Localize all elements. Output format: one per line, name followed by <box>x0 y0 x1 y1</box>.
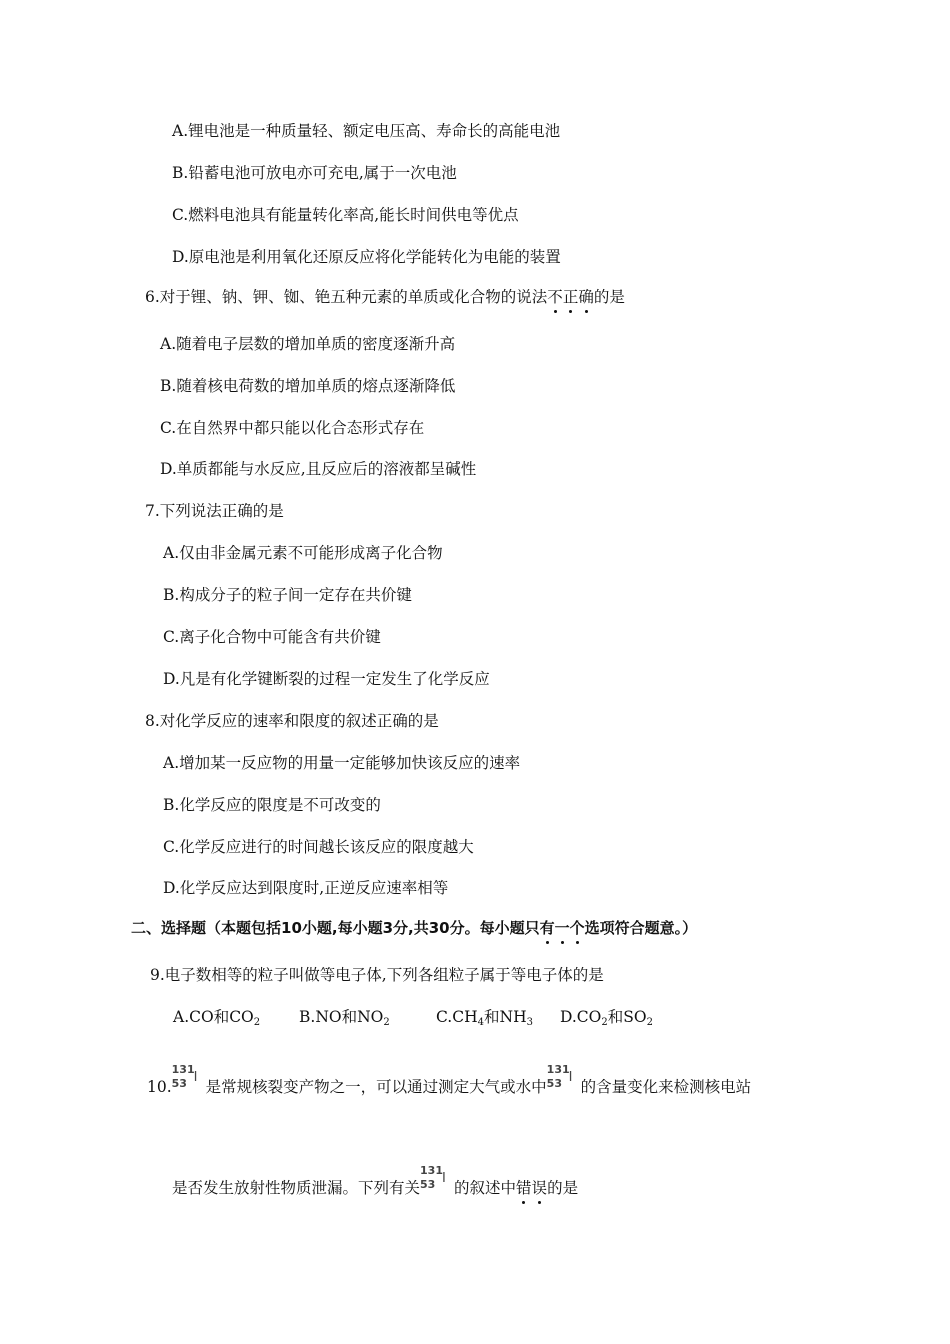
emphasis-char: 确 <box>578 288 594 306</box>
q9-option-b: B.NO和$NO_2$ <box>299 1008 390 1028</box>
emphasis-char: 一 <box>554 919 570 937</box>
iodine-131-notation: 131 53 I <box>171 1063 198 1090</box>
emphasis-char: 错 <box>516 1179 532 1197</box>
q10-stem-line1: 10. 131 53 I 是常规核裂变产物之一，可以通过测定大气或水中 131 53 I 的含量变化来检测核电站 <box>147 1066 751 1100</box>
q9-stem: 9.电子数相等的粒子叫做等电子体,下列各组粒子属于等电子体的是 <box>150 966 604 984</box>
emphasis-char: 个 <box>569 919 585 937</box>
q8-option-b: B.化学反应的限度是不可改变的 <box>163 796 381 814</box>
q6-option-d: D.单质都能与水反应,且反应后的溶液都呈碱性 <box>160 460 477 478</box>
q7-option-a: A.仅由非金属元素不可能形成离子化合物 <box>163 544 443 562</box>
iodine-131-notation: 131 53 I <box>546 1063 573 1090</box>
q8-option-c: C.化学反应进行的时间越长该反应的限度越大 <box>163 838 474 856</box>
q5-option-d: D.原电池是利用氧化还原反应将化学能转化为电能的装置 <box>172 248 561 266</box>
q10-stem-line2: 是否发生放射性物质泄漏。下列有关 131 53 I 的叙述中错误的是 <box>172 1167 578 1201</box>
q9-option-d: $D.CO_2$和$SO_2$ <box>560 1008 653 1028</box>
q7-option-c: C.离子化合物中可能含有共价键 <box>163 628 381 646</box>
q6-option-a: A.随着电子层数的增加单质的密度逐渐升高 <box>160 335 456 353</box>
emphasis-char: 有 <box>539 919 555 937</box>
iodine-131-notation: 131 53 I <box>420 1164 446 1191</box>
q6-option-b: B.随着核电荷数的增加单质的熔点逐渐降低 <box>160 377 456 395</box>
q6-option-c: C.在自然界中都只能以化合态形式存在 <box>160 419 425 437</box>
q8-option-d: D.化学反应达到限度时,正逆反应速率相等 <box>163 879 449 897</box>
emphasis-char: 误 <box>531 1179 548 1197</box>
q5-option-c: C.燃料电池具有能量转化率高,能长时间供电等优点 <box>172 206 519 224</box>
q8-stem: 8.对化学反应的速率和限度的叙述正确的是 <box>145 712 439 730</box>
section-2-heading: 二、选择题（本题包括10小题,每小题3分,共30分。每小题只有一个选项符合题意。） <box>131 919 698 937</box>
q7-stem: 7.下列说法正确的是 <box>145 502 284 520</box>
q7-option-b: B.构成分子的粒子间一定存在共价键 <box>163 586 412 604</box>
q9-option-a: A.CO和$CO_2$ <box>173 1008 261 1028</box>
q9-option-c: $C.CH_4$和$NH_3$ <box>436 1008 533 1028</box>
q5-option-a: A.锂电池是一种质量轻、额定电压高、寿命长的高能电池 <box>172 122 561 140</box>
q6-stem: 6.对于锂、钠、钾、铷、铯五种元素的单质或化合物的说法不正确的是 <box>145 288 625 306</box>
q8-option-a: A.增加某一反应物的用量一定能够加快该反应的速率 <box>163 754 521 772</box>
q5-option-b: B.铅蓄电池可放电亦可充电,属于一次电池 <box>172 164 457 182</box>
emphasis-char: 不 <box>547 288 563 306</box>
emphasis-char: 正 <box>562 288 579 306</box>
q7-option-d: D.凡是有化学键断裂的过程一定发生了化学反应 <box>163 670 490 688</box>
